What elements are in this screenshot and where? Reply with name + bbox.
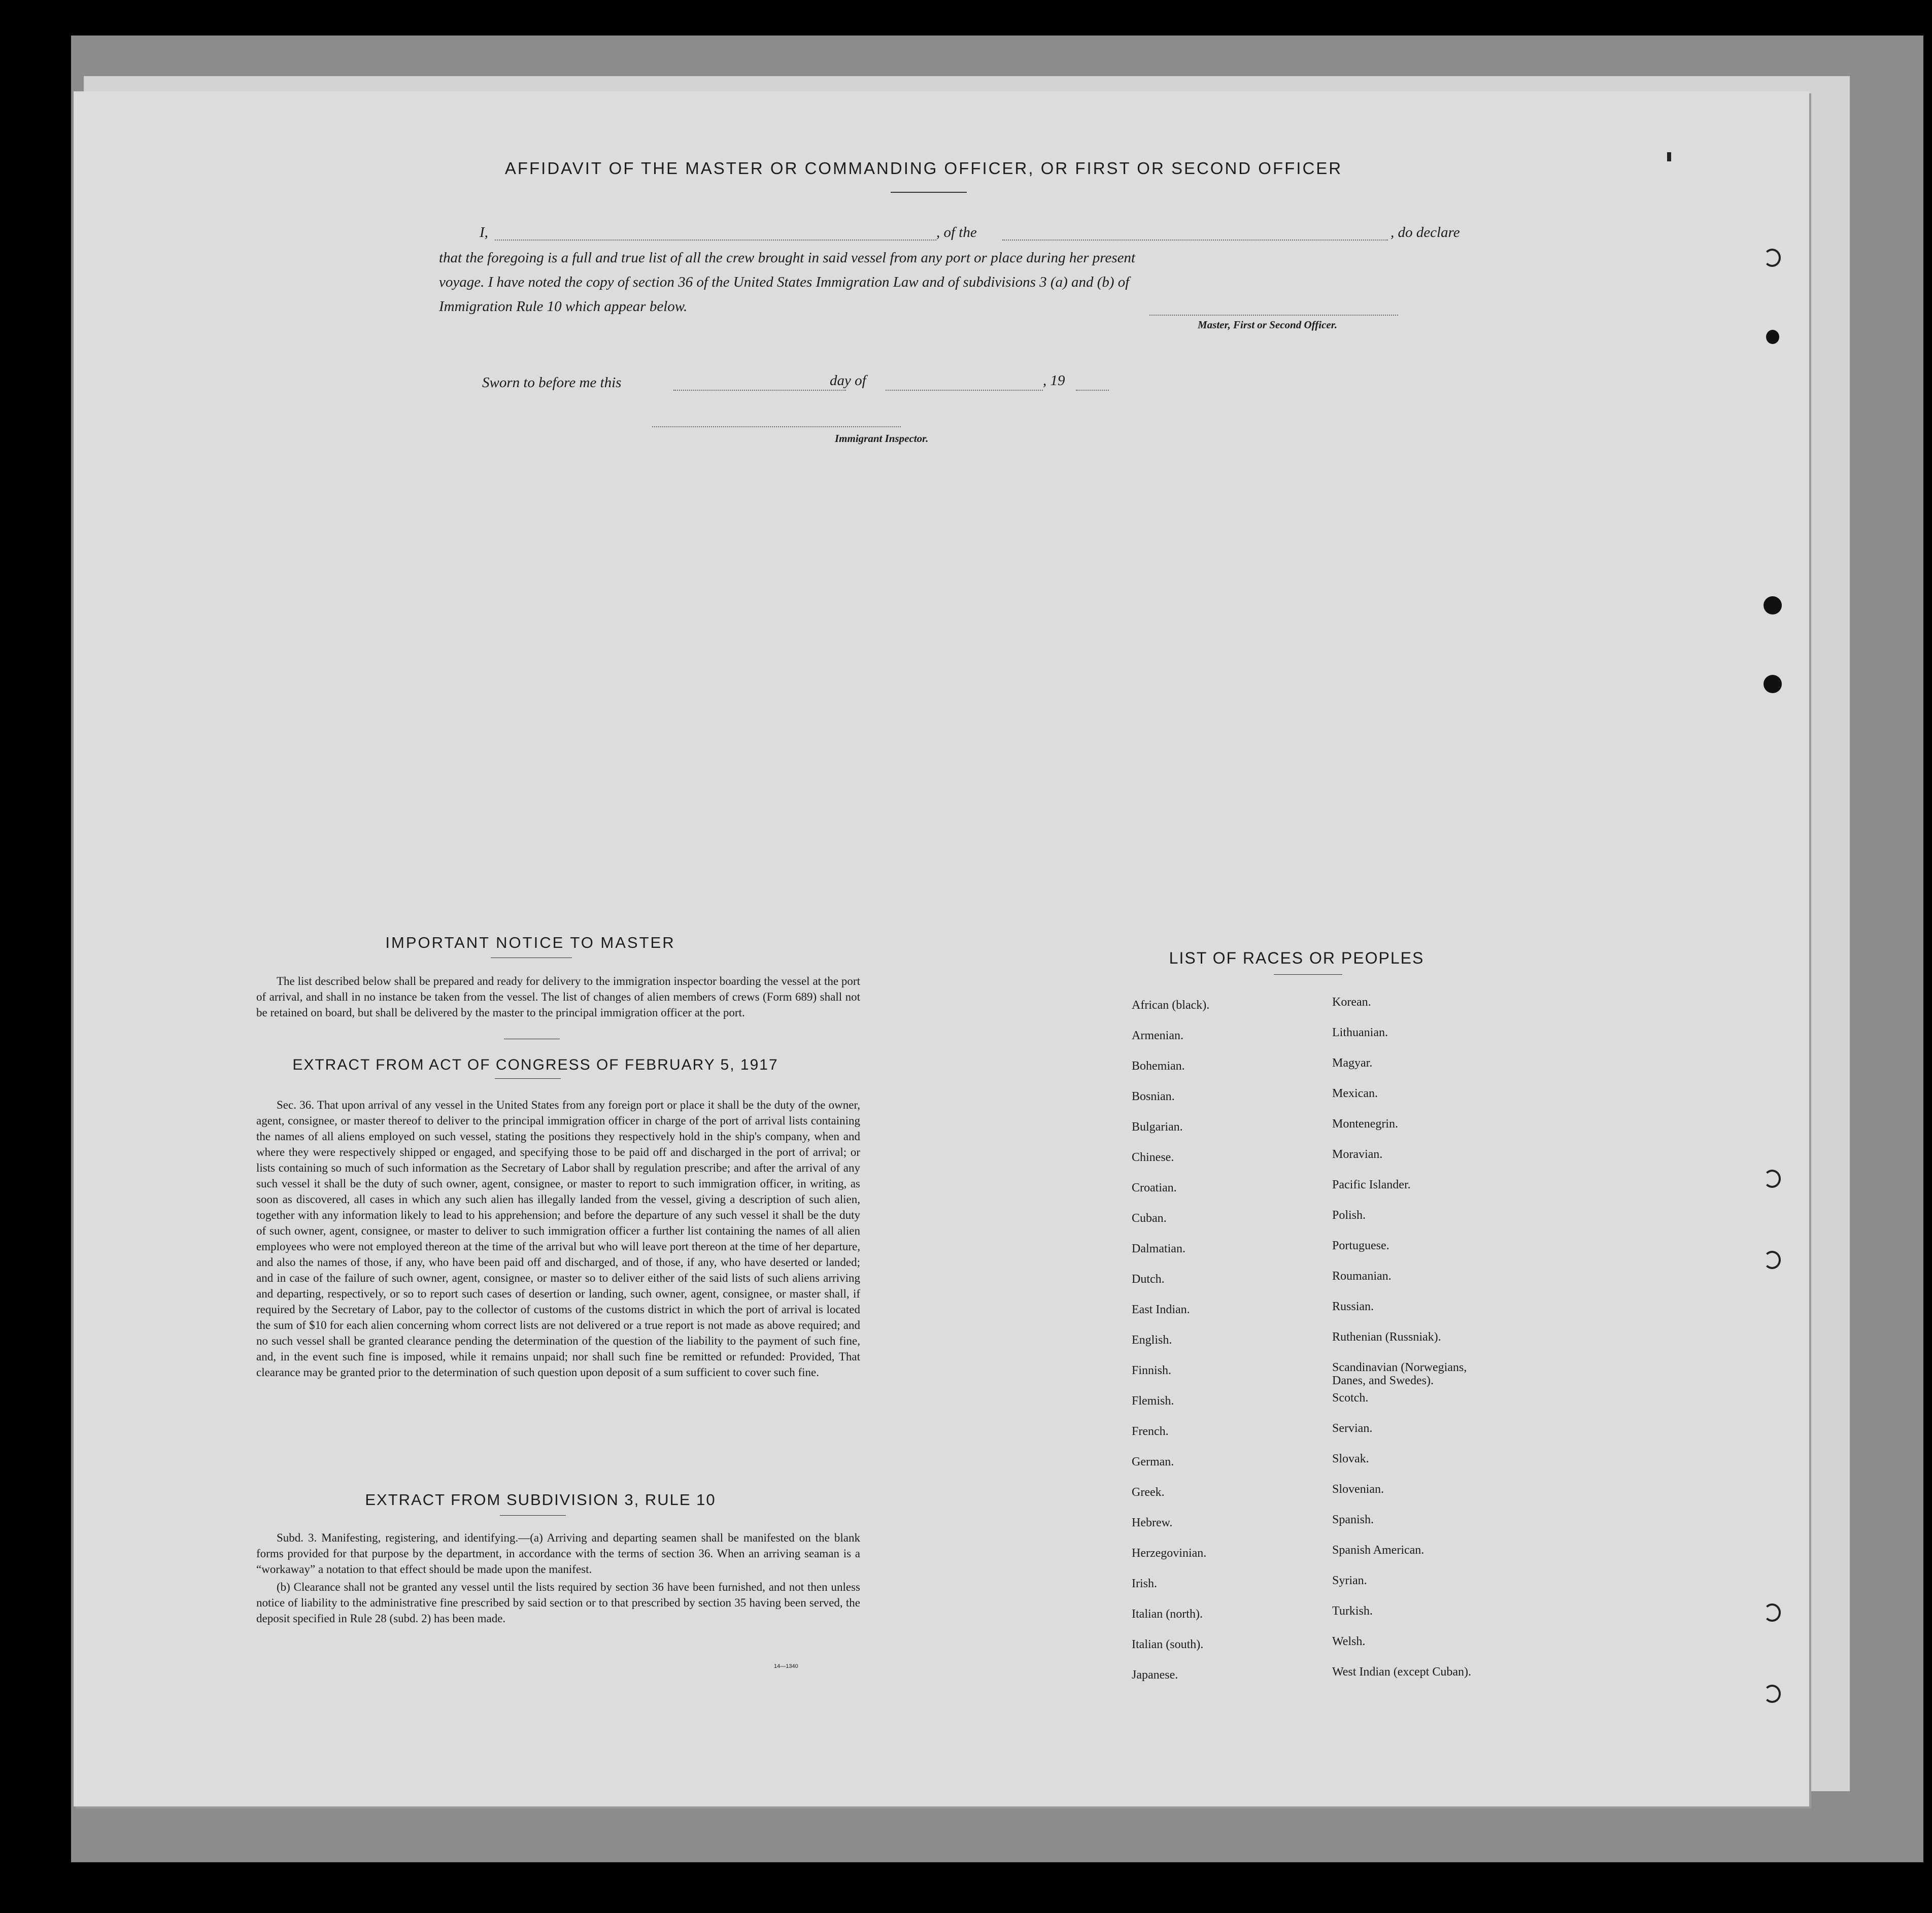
race-item: Pacific Islander. bbox=[1332, 1178, 1411, 1191]
races-column-1 bbox=[1132, 999, 1345, 1699]
name-blank bbox=[495, 240, 936, 241]
form-number: 14—1340 bbox=[774, 1663, 798, 1669]
race-item: African (black). bbox=[1132, 999, 1210, 1012]
race-item: Italian (north). bbox=[1132, 1608, 1203, 1621]
race-item: Dutch. bbox=[1132, 1273, 1165, 1286]
race-item: Turkish. bbox=[1332, 1604, 1373, 1618]
sworn-month-blank bbox=[886, 390, 1043, 391]
punch-hole-icon bbox=[1764, 1251, 1781, 1269]
sworn-year-blank bbox=[1076, 390, 1109, 391]
race-item: Italian (south). bbox=[1132, 1638, 1204, 1651]
race-item: French. bbox=[1132, 1425, 1169, 1438]
rule-title-rule bbox=[500, 1515, 566, 1516]
affidavit-title: AFFIDAVIT OF THE MASTER OR COMMANDING OFFICER, OR FIRST OR SECOND OFFICER bbox=[504, 159, 1343, 178]
race-item: Finnish. bbox=[1132, 1364, 1172, 1377]
race-item: Spanish. bbox=[1332, 1513, 1374, 1526]
sworn-label: Sworn to before me this bbox=[482, 374, 622, 391]
race-item: Spanish American. bbox=[1332, 1544, 1425, 1557]
affidavit-do-declare: , do declare bbox=[1391, 224, 1460, 241]
race-item: Russian. bbox=[1332, 1300, 1374, 1313]
affidavit-line-3: voyage. I have noted the copy of section 36 of the United States Immigration Law and of subdivisions 3 (a) and (b) of bbox=[439, 274, 1130, 290]
affidavit-line-2: that the foregoing is a full and true list of all the crew brought in said vessel from any port or place during her present bbox=[439, 250, 1136, 266]
punch-hole-icon bbox=[1766, 330, 1779, 344]
punch-hole-icon bbox=[1764, 596, 1782, 614]
notice-title: IMPORTANT NOTICE TO MASTER bbox=[385, 934, 675, 951]
act-title: EXTRACT FROM ACT OF CONGRESS OF FEBRUARY 5, 1917 bbox=[292, 1056, 778, 1073]
race-item: German. bbox=[1132, 1455, 1174, 1468]
race-item: Cuban. bbox=[1132, 1212, 1167, 1225]
act-rule bbox=[495, 1078, 561, 1079]
race-item: Flemish. bbox=[1132, 1394, 1174, 1408]
inspector-label: Immigrant Inspector. bbox=[835, 432, 929, 445]
races-column-2 bbox=[1332, 996, 1596, 1696]
punch-hole-icon bbox=[1764, 675, 1782, 693]
race-item: Welsh. bbox=[1332, 1635, 1366, 1648]
races-rule bbox=[1274, 974, 1342, 975]
race-item: Slovenian. bbox=[1332, 1483, 1384, 1496]
rule-text bbox=[256, 1530, 860, 1628]
day-of-label: day of bbox=[830, 372, 866, 389]
master-label: Master, First or Second Officer. bbox=[1198, 319, 1337, 331]
inspector-signature-line bbox=[652, 426, 901, 427]
affidavit-title-rule bbox=[891, 192, 967, 193]
race-item: Portuguese. bbox=[1332, 1239, 1389, 1252]
race-item: Roumanian. bbox=[1332, 1270, 1392, 1283]
punch-hole-icon bbox=[1764, 1170, 1781, 1188]
race-item: Bulgarian. bbox=[1132, 1120, 1183, 1134]
race-item: Chinese. bbox=[1132, 1151, 1174, 1164]
race-item: East Indian. bbox=[1132, 1303, 1190, 1316]
race-item: Lithuanian. bbox=[1332, 1026, 1388, 1039]
year-label: , 19 bbox=[1043, 372, 1065, 389]
punch-hole-icon bbox=[1764, 1603, 1781, 1622]
rule-title: EXTRACT FROM SUBDIVISION 3, RULE 10 bbox=[365, 1491, 716, 1509]
vessel-blank bbox=[1002, 240, 1388, 241]
punch-hole-icon bbox=[1764, 249, 1781, 267]
race-item: Scandinavian (Norwegians, Danes, and Swedes). bbox=[1332, 1361, 1467, 1387]
races-title: LIST OF RACES OR PEOPLES bbox=[1169, 949, 1425, 967]
rule-para-b: (b) Clearance shall not be granted any vessel until the lists required by section 36 have been furnished, and not then unless notice of liability to the administrative fine prescribed by said section or to that prescribed by section 35 having been served, the deposit specified in Rule 28 (subd. 2) has been made. bbox=[256, 1581, 860, 1625]
race-item: Ruthenian (Russniak). bbox=[1332, 1330, 1441, 1344]
affidavit-line-4: Immigration Rule 10 which appear below. bbox=[439, 298, 688, 315]
race-item: Croatian. bbox=[1132, 1181, 1177, 1194]
race-item: Mexican. bbox=[1332, 1087, 1378, 1100]
race-item: Armenian. bbox=[1132, 1029, 1183, 1042]
act-text: Sec. 36. That upon arrival of any vessel in the United States from any foreign port or place it shall be the duty of the owner, agent, consignee, or master thereof to deliver to the principal immigration officer in charge of the port of arrival lists containing the names of all aliens employed on such vessel, stating the positions they respectively hold in the ship's company, when and where they were respectively shipped or engaged, and specifying those to be paid off and discharged in the port of arrival; or lists containing so much of such information as the Secretary of Labor shall by regulation prescribe; and after the arrival of any such vessel it shall be the duty of such owner, agent, consignee, or master to report to such immigration officer, in writing, as soon as discovered, all cases in which any such alien has illegally landed from the vessel, giving a description of such alien, together with any information likely to lead to his apprehension; and before the departure of any such vessel it shall be the duty of such owner, agent, consignee, or master to deliver to such immigration officer a further list containing the names of all alien employees who were not employed thereon at the time of the arrival but who will leave port thereon at the time of her departure, and also the names of those, if any, who have been paid off and discharged, and of those, if any, who have deserted or landed; and in case of the failure of such owner, agent, consignee, or master so to deliver either of the said lists of such aliens arriving and departing, respectively, or so to report such cases of desertion or landing, such owner, agent, consignee, or master shall, if required by the Secretary of Labor, pay to the collector of customs of the customs district in which the port of arrival is located the sum of $10 for each alien concerning whom correct lists are not delivered or a true report is not made as above required; and no such vessel shall be granted clearance pending the determination of the question of the liability to the payment of such fine, and, in the event such fine is imposed, while it remains unpaid; nor shall such fine be remitted or refunded: Provided, That clearance may be granted prior to the determination of such question upon deposit of a sum sufficient to cover such fine. bbox=[256, 1099, 860, 1379]
notice-text: The list described below shall be prepared and ready for delivery to the immigration inspector boarding the vessel at the port of arrival, and shall in no instance be taken from the vessel. The list of changes of alien members of crews (Form 689) shall not be retained on board, but shall be delivered by the master to the principal immigration officer at the port. bbox=[256, 975, 860, 1019]
race-item: Japanese. bbox=[1132, 1668, 1178, 1682]
race-item: Scotch. bbox=[1332, 1391, 1369, 1405]
affidavit-i: I, bbox=[480, 224, 488, 241]
race-item: Hebrew. bbox=[1132, 1516, 1173, 1529]
race-item: Dalmatian. bbox=[1132, 1242, 1185, 1255]
punch-hole-icon bbox=[1764, 1685, 1781, 1703]
race-item: Korean. bbox=[1332, 996, 1371, 1009]
race-item: Slovak. bbox=[1332, 1452, 1369, 1465]
race-item: Servian. bbox=[1332, 1422, 1373, 1435]
race-item: Herzegovinian. bbox=[1132, 1547, 1207, 1560]
affidavit-of-the: , of the bbox=[936, 224, 977, 241]
race-item: Moravian. bbox=[1332, 1148, 1383, 1161]
race-item: Irish. bbox=[1132, 1577, 1157, 1590]
race-item: Polish. bbox=[1332, 1209, 1366, 1222]
race-item: Magyar. bbox=[1332, 1056, 1373, 1070]
race-item: Bosnian. bbox=[1132, 1090, 1175, 1103]
master-signature-line bbox=[1149, 315, 1398, 316]
race-item: Syrian. bbox=[1332, 1574, 1367, 1587]
race-item: Greek. bbox=[1132, 1486, 1165, 1499]
race-item: Montenegrin. bbox=[1332, 1117, 1398, 1131]
document-page bbox=[74, 91, 1809, 1806]
race-item: Bohemian. bbox=[1132, 1060, 1185, 1073]
race-item: English. bbox=[1132, 1334, 1172, 1347]
corner-mark bbox=[1667, 152, 1671, 161]
race-item: West Indian (except Cuban). bbox=[1332, 1665, 1471, 1679]
rule-para-a: Subd. 3. Manifesting, registering, and identifying.—(a) Arriving and departing seamen shall be manifested on the blank forms provided for that purpose by the department, in accordance with the terms of section 36. When an arriving seaman is a “workaway” a notation to that effect should be made upon the manifest. bbox=[256, 1531, 860, 1576]
sworn-day-blank bbox=[673, 390, 846, 391]
